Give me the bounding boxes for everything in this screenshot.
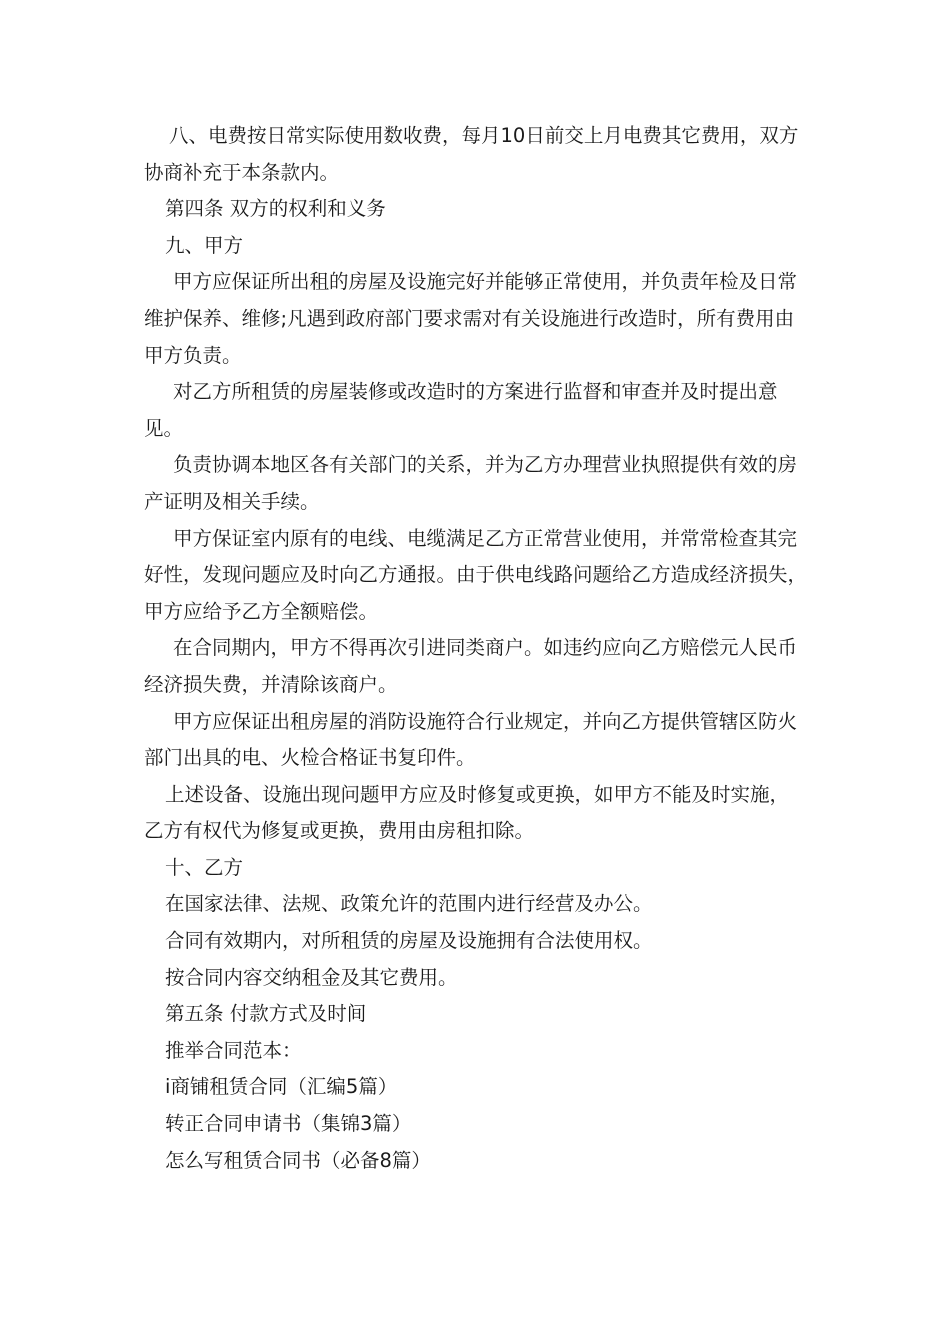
paragraph-party-b-usage-right: 合同有效期内，对所租赁的房屋及设施拥有合法使用权。 <box>165 929 653 953</box>
recommended-link-lease-contract[interactable]: 怎么写租赁合同书（必备8篇） <box>165 1148 431 1172</box>
paragraph-party-a-facilities: 甲方应保证所出租的房屋及设施完好并能够正常使用，并负责年检及日常维护保养、维修;凡遇到政府部门要求需对有关设施进行改造时，所有费用由甲方负责。 <box>144 270 798 367</box>
article-4-heading: 第四条 双方的权利和义务 <box>165 197 386 221</box>
paragraph-party-a-supervision: 对乙方所租赁的房屋装修或改造时的方案进行监督和审查并及时提出意见。 <box>144 380 778 440</box>
article-5-heading: 第五条 付款方式及时间 <box>165 1002 367 1026</box>
paragraph-electricity-fee: 八、电费按日常实际使用数收费，每月10日前交上月电费其它费用，双方协商补充于本条款内。 <box>144 124 799 184</box>
paragraph-party-b-legal-operation: 在国家法律、法规、政策允许的范围内进行经营及办公。 <box>165 892 653 916</box>
paragraph-party-a-wiring: 甲方保证室内原有的电线、电缆满足乙方正常营业使用，并常常检查其完好性，发现问题应及时向乙方通报。由于供电线路问题给乙方造成经济损失，甲方应给予乙方全额赔偿。 <box>144 526 808 623</box>
paragraph-party-b-payment: 按合同内容交纳租金及其它费用。 <box>165 965 458 989</box>
section-10-heading: 十、乙方 <box>165 855 244 879</box>
recommended-link-regularization[interactable]: 转正合同申请书（集锦3篇） <box>165 1112 412 1136</box>
document-body <box>144 118 808 1179</box>
paragraph-party-a-repair: 上述设备、设施出现问题甲方应及时修复或更换，如甲方不能及时实施，乙方有权代为修复或更换，费用由房租扣除。 <box>144 782 790 843</box>
paragraph-party-a-exclusivity: 在合同期内，甲方不得再次引进同类商户。如违约应向乙方赔偿元人民币经济损失费，并清除该商户。 <box>144 636 798 696</box>
paragraph-party-a-fire-safety: 甲方应保证出租房屋的消防设施符合行业规定，并向乙方提供管辖区防火部门出具的电、火检合格证书复印件。 <box>144 709 798 770</box>
recommended-templates-heading: 推举合同范本： <box>165 1038 302 1062</box>
paragraph-party-a-coordination: 负责协调本地区各有关部门的关系，并为乙方办理营业执照提供有效的房产证明及相关手续。 <box>144 453 798 513</box>
section-9-heading: 九、甲方 <box>165 233 244 257</box>
recommended-link-shop-lease[interactable]: i商铺租赁合同（汇编5篇） <box>165 1075 398 1099</box>
